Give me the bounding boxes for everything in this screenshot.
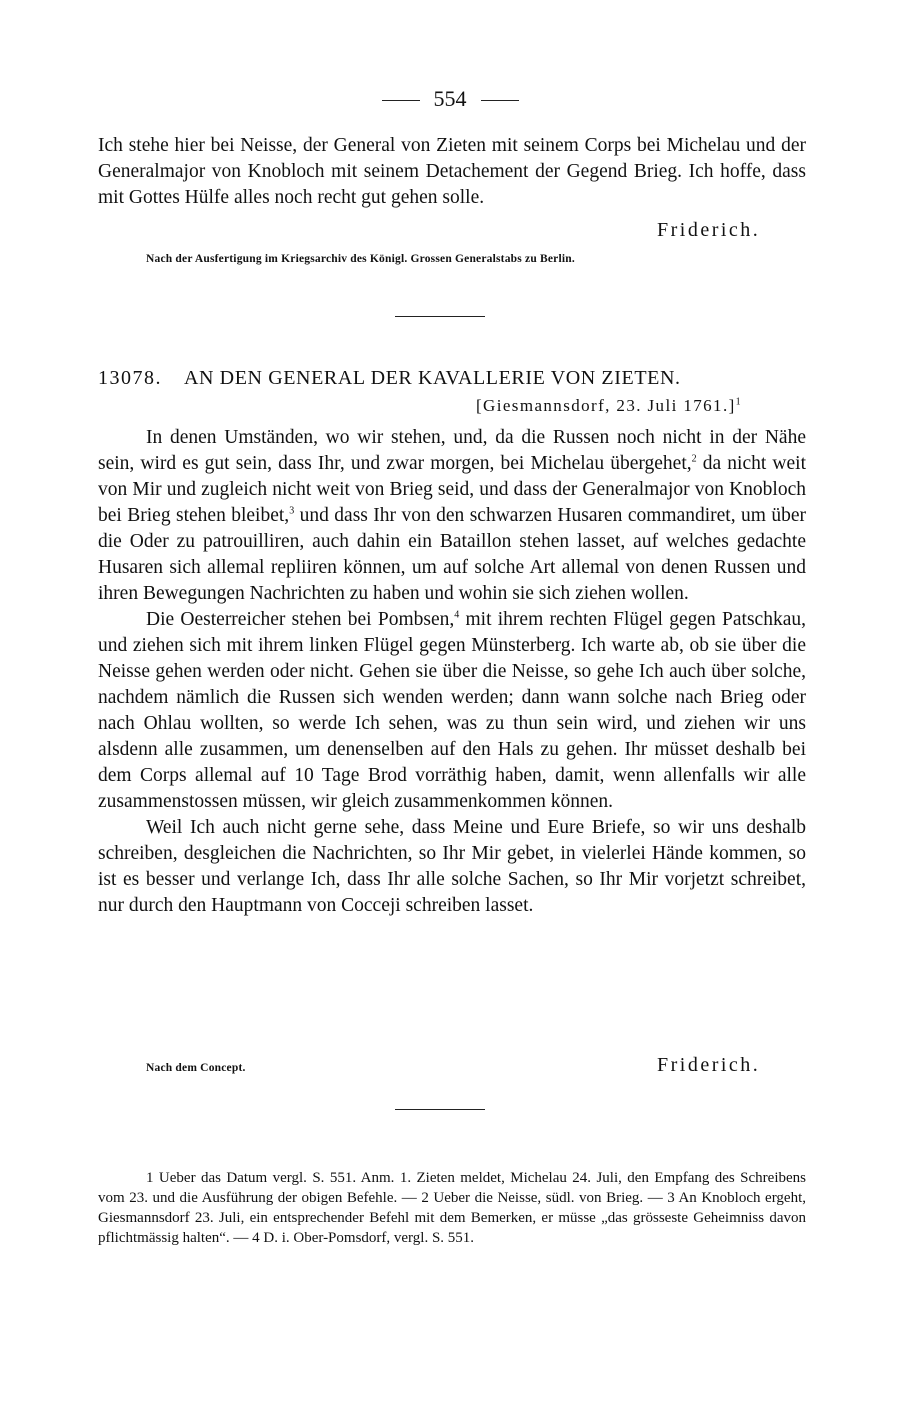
header-dash-right [481,100,519,101]
paragraph-text: und dass Ihr von den schwarzen Husaren commandiret, um über die Oder zu patrouilliren, auch dahin ein Bataillon stehen lasset, auf welches gedachte Husaren sich allemal repliiren können, um auf solche Art allemal von denen Russen und ihren Bewegungen Nachrichten zu haben und wohin sie sich ziehen wollen. [98,505,806,604]
letter-signature: Friderich. [657,1054,761,1076]
paragraph-text: da nicht weit von Mir und zugleich nicht weit von Brieg seid, und dass der Generalmajor von Knobloch bei Brieg stehen bleibet, [98,453,807,526]
page-number: 554 [433,86,467,111]
letter-date-text: [Giesmannsdorf, 23. Juli 1761.] [476,396,736,415]
letter-number: 13078. [98,367,162,389]
letter-source-note: Nach dem Concept. [146,1062,246,1074]
section-divider [395,316,485,317]
letter-date [476,396,742,416]
previous-letter-signature: Friderich. [657,219,761,241]
paragraph-text: mit ihrem rechten Flügel gegen Patschkau, und ziehen sich mit ihrem linken Flügel gegen Münsterberg. Ich warte ab, ob sie über die Neisse gehen werden oder nicht. Gehen sie über die Neisse, so gehe Ich auch über solche, nachdem nämlich die Russen sich wenden werden; dann wann solche nach Brieg oder nach Ohlau wollten, so werde Ich sehen, was zu thun sein wird, und ziehen wir uns alsdenn alle zusammen, um denenselben auf den Hals zu gehen. Ihr müsset deshalb bei dem Corps allemal auf 10 Tage Brod vorräthig haben, damit, wenn allenfalls wir alle zusammenstossen müssen, wir gleich zusammenkommen können. [98,609,806,812]
paragraph-text: Die Oesterreicher stehen bei Pombsen, [146,609,455,630]
previous-letter-source-note: Nach der Ausfertigung im Kriegsarchiv des Königl. Grossen Generalstabs zu Berlin. [146,253,575,265]
previous-letter-text: Ich stehe hier bei Neisse, der General von Zieten mit seinem Corps bei Michelau und der Generalmajor von Knobloch mit seinem Detachement der Gegend Brieg. Ich hoffe, dass mit Gottes Hülfe alles noch recht gut gehen solle. [98,135,806,208]
footnote-text: 1 Ueber das Datum vergl. S. 551. Anm. 1. Zieten meldet, Michelau 24. Juli, den Empfang des Schreibens vom 23. und die Ausführung der obigen Befehle. — 2 Ueber die Neisse, südl. von Brieg. — 3 An Knobloch ergeht, Giesmannsdorf 23. Juli, ein entsprechender Befehl mit dem Bemerken, er müsse „das grösseste Geheimniss davon pflichtmässig halten“. — 4 D. i. Ober-Pomsdorf, vergl. S. 551. [98,1170,806,1246]
paragraph-2 [98,607,806,815]
paragraph-1 [98,425,806,607]
footnote-ref: 4 [454,609,460,621]
paragraph-3: Weil Ich auch nicht gerne sehe, dass Meine und Eure Briefe, so wir uns deshalb schreiben, desgleichen die Nachrichten, so Ihr Mir gebet, in vielerlei Hände kommen, so ist es besser und verlange Ich, dass Ihr alle solche Sachen, so Ihr Mir vorjetzt schreibet, nur durch den Hauptmann von Cocceji schreiben lasset. [98,817,806,916]
footnotes [98,1168,806,1248]
footnote-ref: 2 [691,453,697,465]
footnote-ref: 1 [735,396,743,408]
footnote-ref: 3 [289,505,295,517]
footnote-divider [395,1109,485,1110]
paragraph-text: In denen Umständen, wo wir stehen, und, da die Russen noch nicht in der Nähe sein, wird es gut sein, dass Ihr, und zwar morgen, bei Michelau übergehet, [98,427,806,474]
previous-letter-ending [98,133,806,211]
header-dash-left [382,100,420,101]
letter-heading [98,367,806,390]
page-header [0,86,900,112]
letter-title: AN DEN GENERAL DER KAVALLERIE VON ZIETEN. [184,367,681,389]
letter-body [98,425,806,919]
